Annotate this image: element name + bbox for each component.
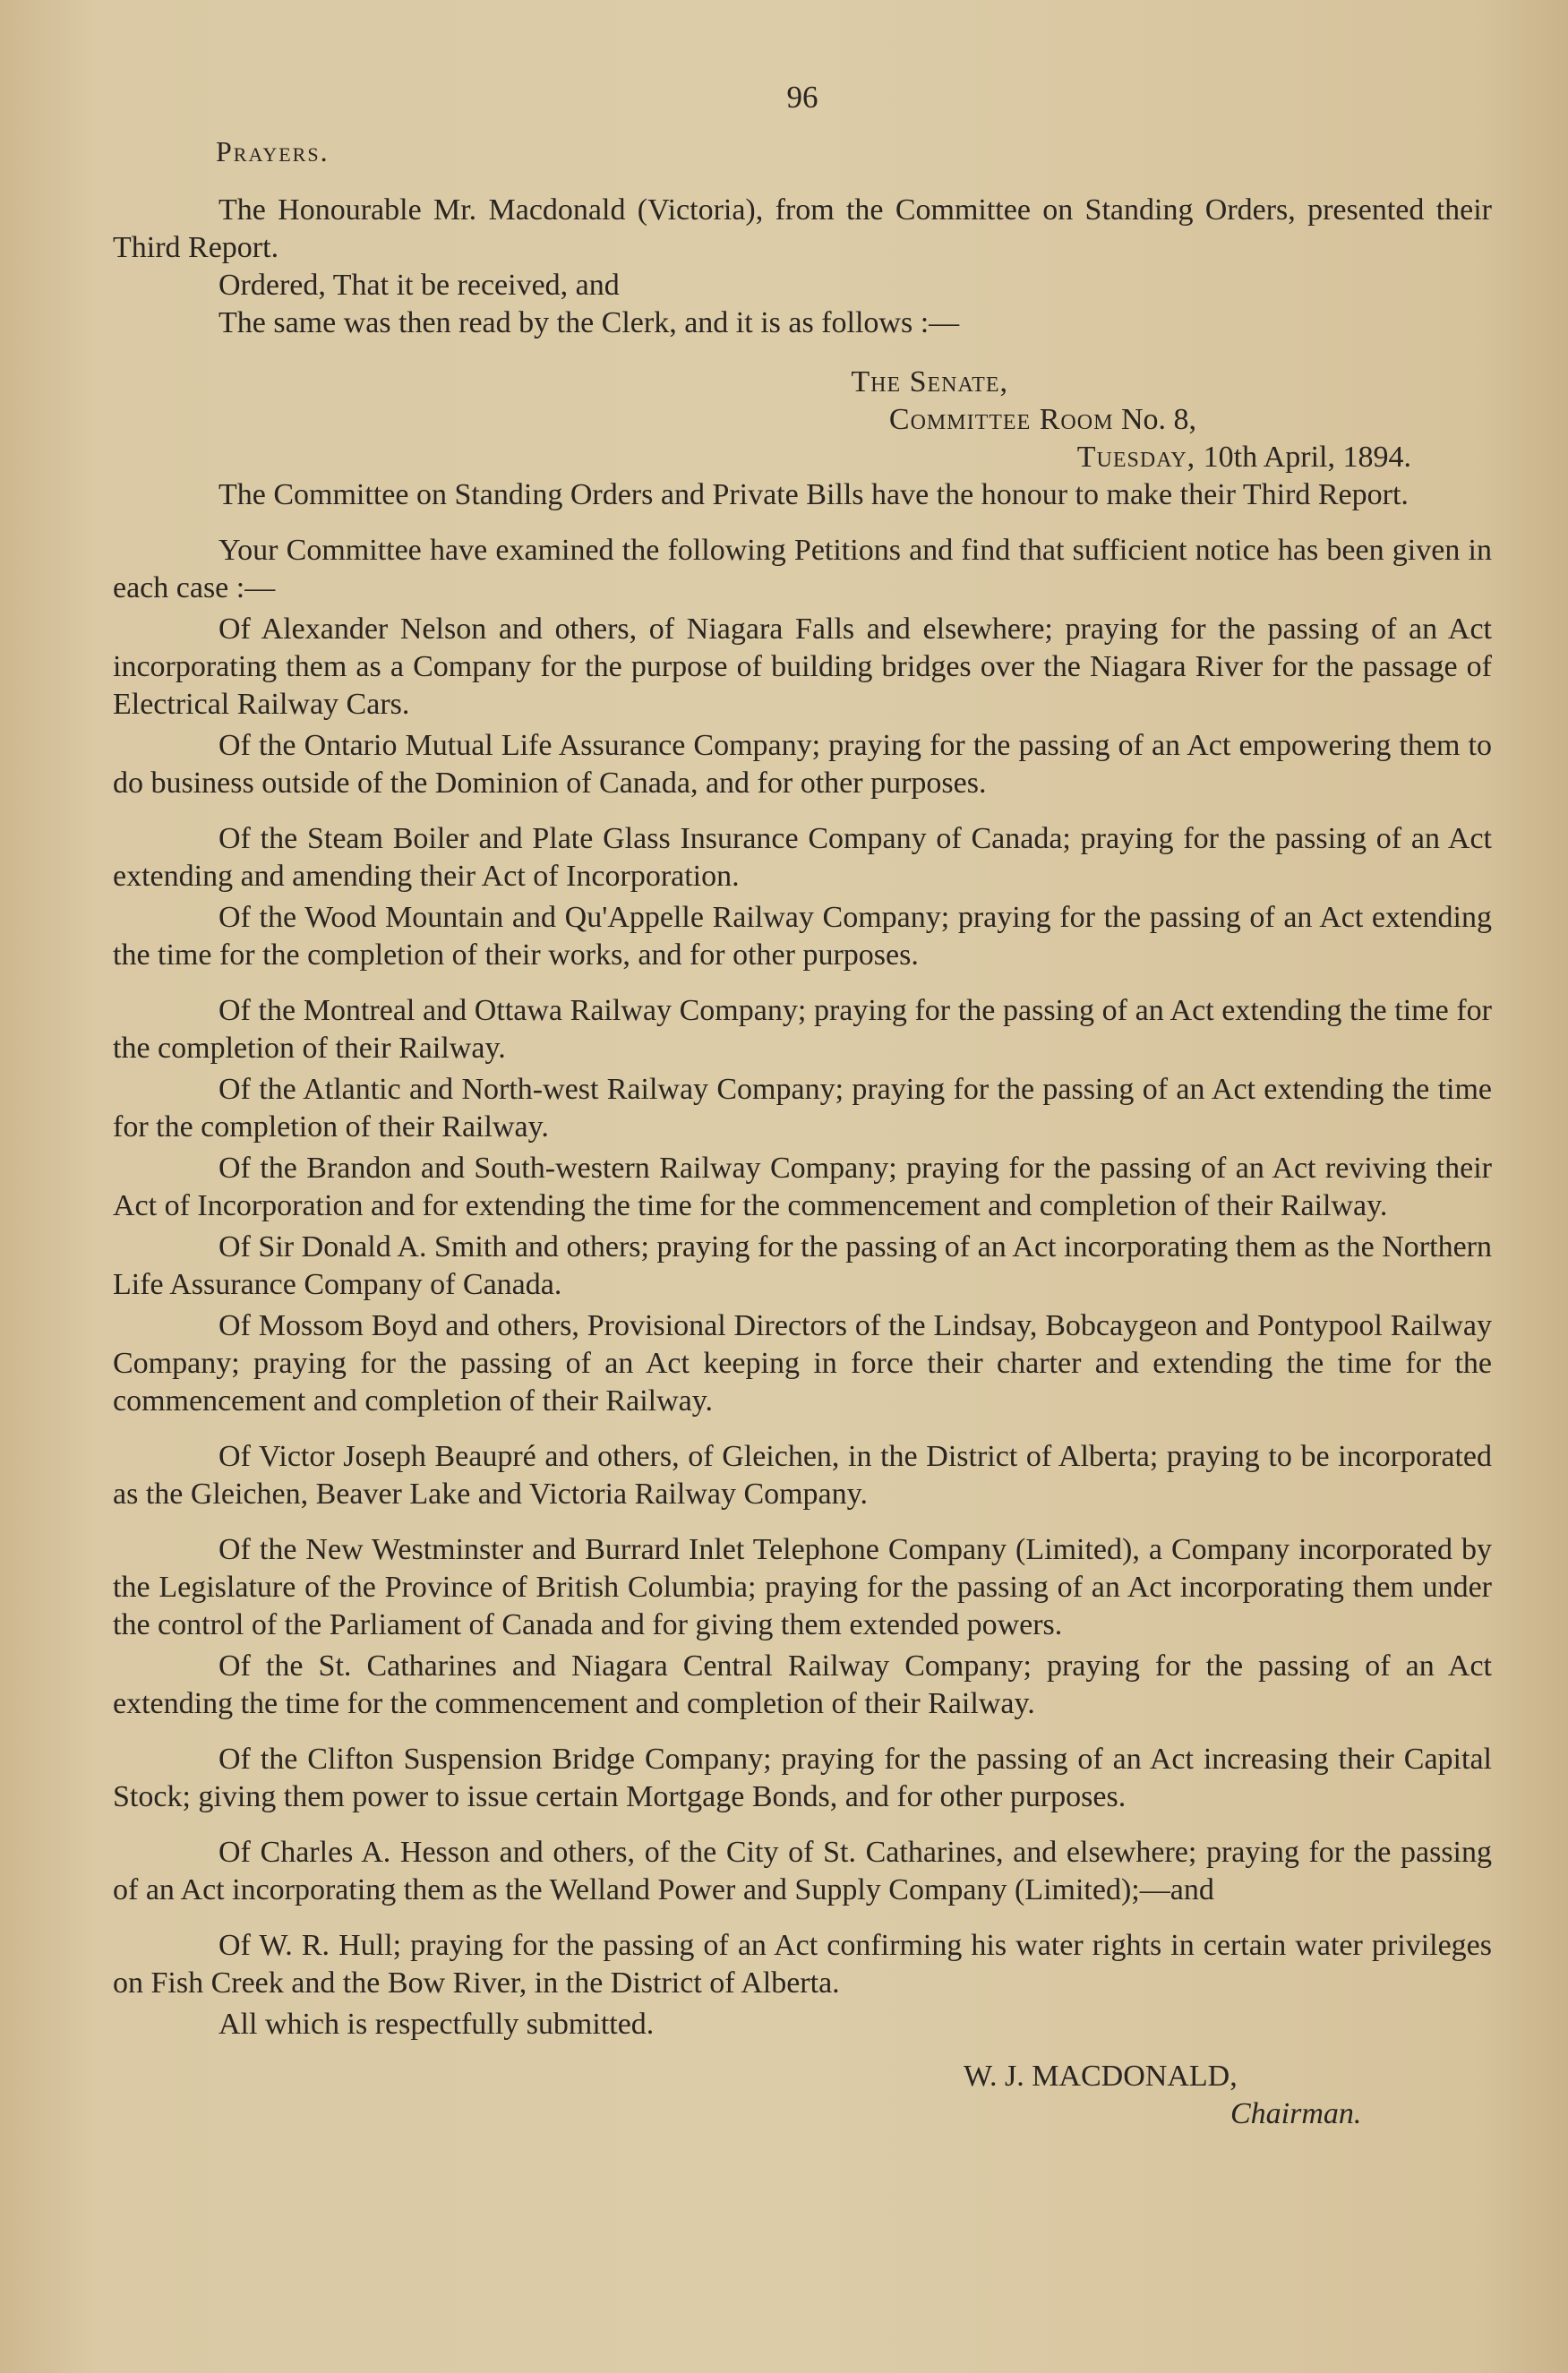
intro-paragraph: The Honourable Mr. Macdonald (Victoria), from the Committee on Standing Orders, presented their Third Report.: [113, 193, 1492, 264]
petitions-list: [113, 611, 1492, 2002]
address-line1: The Senate,: [851, 365, 1008, 398]
petition-item: Of the Ontario Mutual Life Assurance Company; praying for the passing of an Act empowering them to do business outside of the Dominion of Canada, and for other purposes.: [113, 729, 1492, 800]
petition-item: Of the Brandon and South-western Railway Company; praying for the passing of an Act reviving their Act of Incorporation and for extending the time for the commencement and completion of their Railway.: [113, 1152, 1492, 1222]
address-line3-rest: 10th April, 1894.: [1195, 441, 1411, 474]
petition-item: Of Alexander Nelson and others, of Niagara Falls and elsewhere; praying for the passing of an Act incorporating them as a Company for the purpose of building bridges over the Niagara River for the passage of Electrical Railway Cars.: [113, 613, 1492, 721]
petition-item: Of the St. Catharines and Niagara Central Railway Company; praying for the passing of an Act extending the time for the commencement and completion of their Railway.: [113, 1649, 1492, 1720]
petition-item: Of the Atlantic and North-west Railway Company; praying for the passing of an Act extending the time for the completion of their Railway.: [113, 1073, 1492, 1144]
address-senate: [113, 364, 1492, 401]
petition-item: Of W. R. Hull; praying for the passing of an Act confirming his water rights in certain water privileges on Fish Creek and the Bow River, in the District of Alberta.: [113, 1929, 1492, 2000]
page-content: [113, 79, 1492, 2133]
section-heading: Prayers.: [216, 135, 330, 167]
address-line3-label: Tuesday,: [1076, 441, 1196, 474]
petition-item: Of Victor Joseph Beaupré and others, of Gleichen, in the District of Alberta; praying to be incorporated as the Gleichen, Beaver Lake and Victoria Railway Company.: [113, 1440, 1492, 1511]
petition-item: Of the Steam Boiler and Plate Glass Insurance Company of Canada; praying for the passing of an Act extending and amending their Act of Incorporation.: [113, 822, 1492, 893]
report-opening: The Committee on Standing Orders and Private Bills have the honour to make their Third Report.: [218, 478, 1409, 511]
address-line2-rest: No. 8,: [1113, 403, 1196, 436]
intro-ordered: Ordered, That it be received, and: [218, 269, 620, 302]
signature-title: Chairman.: [1230, 2097, 1362, 2130]
petition-item: Of the New Westminster and Burrard Inlet Telephone Company (Limited), a Company incorporated by the Legislature of the Province of British Columbia; praying for the passing of an Act incorporating them under the control of the Parliament of Canada and for giving them extended powers.: [113, 1533, 1492, 1641]
closing-line: All which is respectfully submitted.: [218, 2008, 655, 2041]
address-line2-label: Committee Room: [888, 403, 1114, 436]
petition-item: Of Charles A. Hesson and others, of the City of St. Catharines, and elsewhere; praying for the passing of an Act incorporating them as the Welland Power and Supply Company (Limited);—and: [113, 1836, 1492, 1906]
examined-paragraph: Your Committee have examined the following Petitions and find that sufficient notice has been given in each case :—: [113, 534, 1492, 604]
address-date: [113, 439, 1492, 476]
address-room: [113, 401, 1492, 439]
petition-item: Of the Wood Mountain and Qu'Appelle Railway Company; praying for the passing of an Act extending the time for the completion of their works, and for other purposes.: [113, 901, 1492, 972]
petition-item: Of Mossom Boyd and others, Provisional Directors of the Lindsay, Bobcaygeon and Pontypool Railway Company; praying for the passing of an Act keeping in force their charter and extending the time for the commencement and completion of their Railway.: [113, 1309, 1492, 1418]
signature: W. J. MACDONALD,: [964, 2060, 1238, 2093]
page-number: 96: [786, 80, 818, 115]
petition-item: Of the Montreal and Ottawa Railway Company; praying for the passing of an Act extending the time for the completion of their Railway.: [113, 994, 1492, 1065]
petition-item: Of Sir Donald A. Smith and others; praying for the passing of an Act incorporating them as the Northern Life Assurance Company of Canada.: [113, 1230, 1492, 1301]
petition-item: Of the Clifton Suspension Bridge Company; praying for the passing of an Act increasing their Capital Stock; giving them power to issue certain Mortgage Bonds, and for other purposes.: [113, 1743, 1492, 1813]
intro-read: The same was then read by the Clerk, and it is as follows :—: [218, 306, 960, 339]
